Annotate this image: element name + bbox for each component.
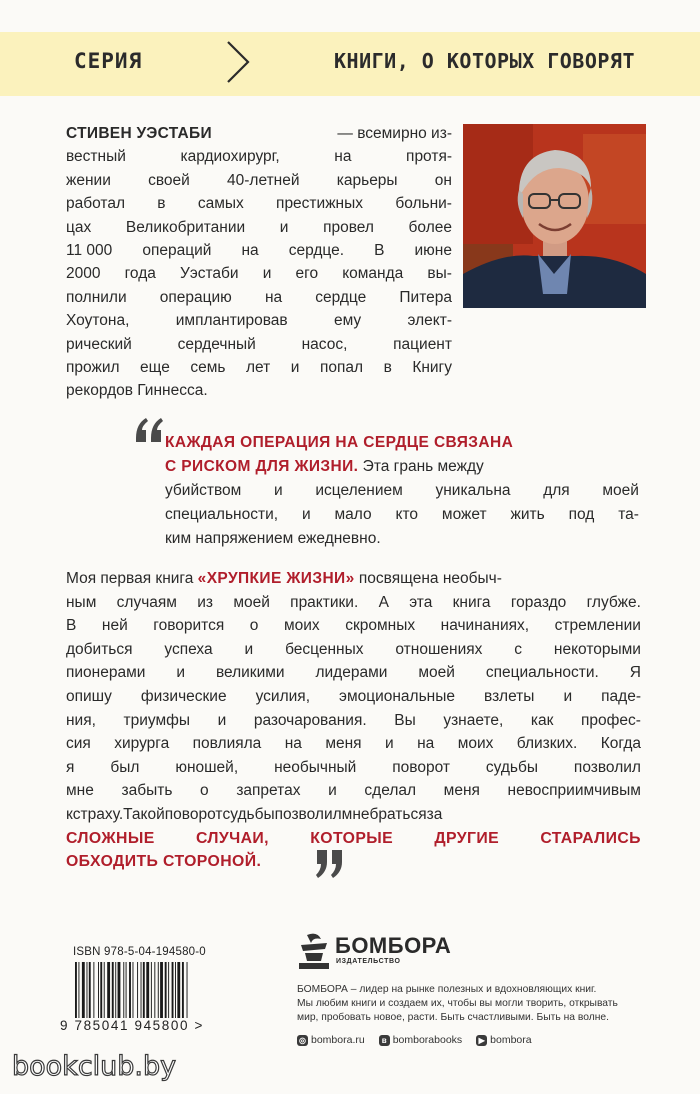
social-link-label: bomborabooks [392, 1034, 463, 1046]
bio-line: 2000 года Уэстаби и его команда вы- [66, 265, 452, 283]
bio-line: цах Великобритании и провел более [66, 218, 452, 236]
vk-icon: в [379, 1035, 390, 1046]
bio-line: 11 000 операций на сердце. В июне [66, 241, 452, 259]
bio-line: прожил еще семь лет и попал в Книгу [66, 358, 452, 376]
description-line [66, 850, 641, 874]
bio-line: вестный кардиохирург, на протя- [66, 148, 452, 166]
description-line: пионерами и великими лидерами моей специальности. Я [66, 664, 641, 682]
publisher-description-line: Мы любим книги и создаем их, чтобы вы могли творить, открывать [297, 998, 618, 1009]
description-line: В ней говорится о моих скромных начинаниях, стремлении [66, 617, 641, 635]
barcode [73, 962, 228, 1020]
series-label: СЕРИЯ [74, 49, 143, 73]
social-link-youtube[interactable] [476, 1034, 531, 1046]
isbn: ISBN 978-5-04-194580-0 [73, 946, 206, 958]
book-title: «ХРУПКИЕ ЖИЗНИ» [197, 570, 355, 587]
description-emphasis: СЛОЖНЫЕ СЛУЧАИ, КОТОРЫЕ ДРУГИЕ СТАРАЛИСЬ [66, 829, 641, 847]
description-line: ным случаям из моей практики. А эта книга гораздо глубже. [66, 593, 641, 611]
publisher-name: БОМБОРА [335, 933, 452, 958]
close-quote-icon [314, 846, 346, 882]
bio-line: полнили операцию на сердце Питера [66, 288, 452, 306]
bio-line: рический сердечный насос, пациент [66, 335, 452, 353]
publisher-description [297, 983, 645, 1025]
bio-line: Хоутона, имплантировав ему элект- [66, 312, 452, 330]
description-line: опишу физические усилия, эмоциональные взлеты и паде- [66, 687, 641, 705]
quote-emphasis: С РИСКОМ ДЛЯ ЖИЗНИ. [165, 458, 359, 475]
description-line: ния, триумфы и разочарования. Вы узнаете, как профес- [66, 711, 641, 729]
quote-line: ким напряжением ежедневно. [165, 530, 381, 547]
quote-line [165, 455, 639, 479]
description-line: сия хирурга повлияла на меня и на моих близких. Когда [66, 735, 641, 753]
description-text: посвящена необыч- [354, 570, 502, 587]
quote-text: Эта грань между [358, 458, 484, 475]
youtube-icon: ▶ [476, 1035, 487, 1046]
publisher-description-line: мир, пробовать новое, расти. Быть счастливыми. Быть на волне. [297, 1012, 610, 1023]
pull-quote [165, 431, 639, 551]
publisher-logo-icon [297, 931, 331, 971]
author-photo [463, 124, 646, 308]
bio-line: рекордов Гиннесса. [66, 382, 208, 400]
description-line: я был юношей, необычный поворот судьбы позволил [66, 758, 641, 776]
social-link-web[interactable] [297, 1034, 365, 1046]
quote-line: убийством и исцелением уникальна для моей [165, 482, 639, 499]
bio-line: жении своей 40-летней карьеры он [66, 171, 452, 189]
barcode-digits: 9 785041 945800 > [60, 1018, 204, 1033]
description-line: мне забыть о запретах и сделал меня невосприимчивым [66, 782, 641, 800]
quote-emphasis: КАЖДАЯ ОПЕРАЦИЯ НА СЕРДЦЕ СВЯЗАНА [165, 434, 514, 451]
publisher-socials [297, 1034, 532, 1046]
bio-line: СТИВЕН УЭСТАБИ — всемирно из- [66, 125, 452, 142]
description-line [66, 567, 641, 591]
social-link-vk[interactable] [379, 1034, 462, 1046]
bio-line: работал в самых престижных больни- [66, 195, 452, 213]
description-line: к страху. Такой поворот судьбы позволил мне браться за [66, 805, 443, 823]
site-watermark: bookclub.by [12, 1051, 177, 1082]
series-name: КНИГИ, О КОТОРЫХ ГОВОРЯТ [334, 49, 635, 73]
web-icon: ◎ [297, 1035, 308, 1046]
quote-line: специальности, и мало кто может жить под та- [165, 506, 639, 523]
quote-line [165, 431, 639, 455]
publisher-subtitle: ИЗДАТЕЛЬСТВО [336, 958, 401, 965]
social-link-label: bombora [490, 1034, 532, 1046]
book-description [66, 567, 641, 874]
social-link-label: bombora.ru [311, 1034, 365, 1046]
description-line: добиться успеха и бесценных отношениях с некоторыми [66, 640, 641, 658]
open-quote-icon [133, 412, 165, 448]
chevron-right-icon [222, 38, 252, 86]
author-bio [66, 122, 452, 403]
description-emphasis: ОБХОДИТЬ СТОРОНОЙ. [66, 853, 262, 871]
description-text: Моя первая книга [66, 570, 198, 587]
publisher-description-line: БОМБОРА – лидер на рынке полезных и вдохновляющих книг. [297, 984, 597, 995]
